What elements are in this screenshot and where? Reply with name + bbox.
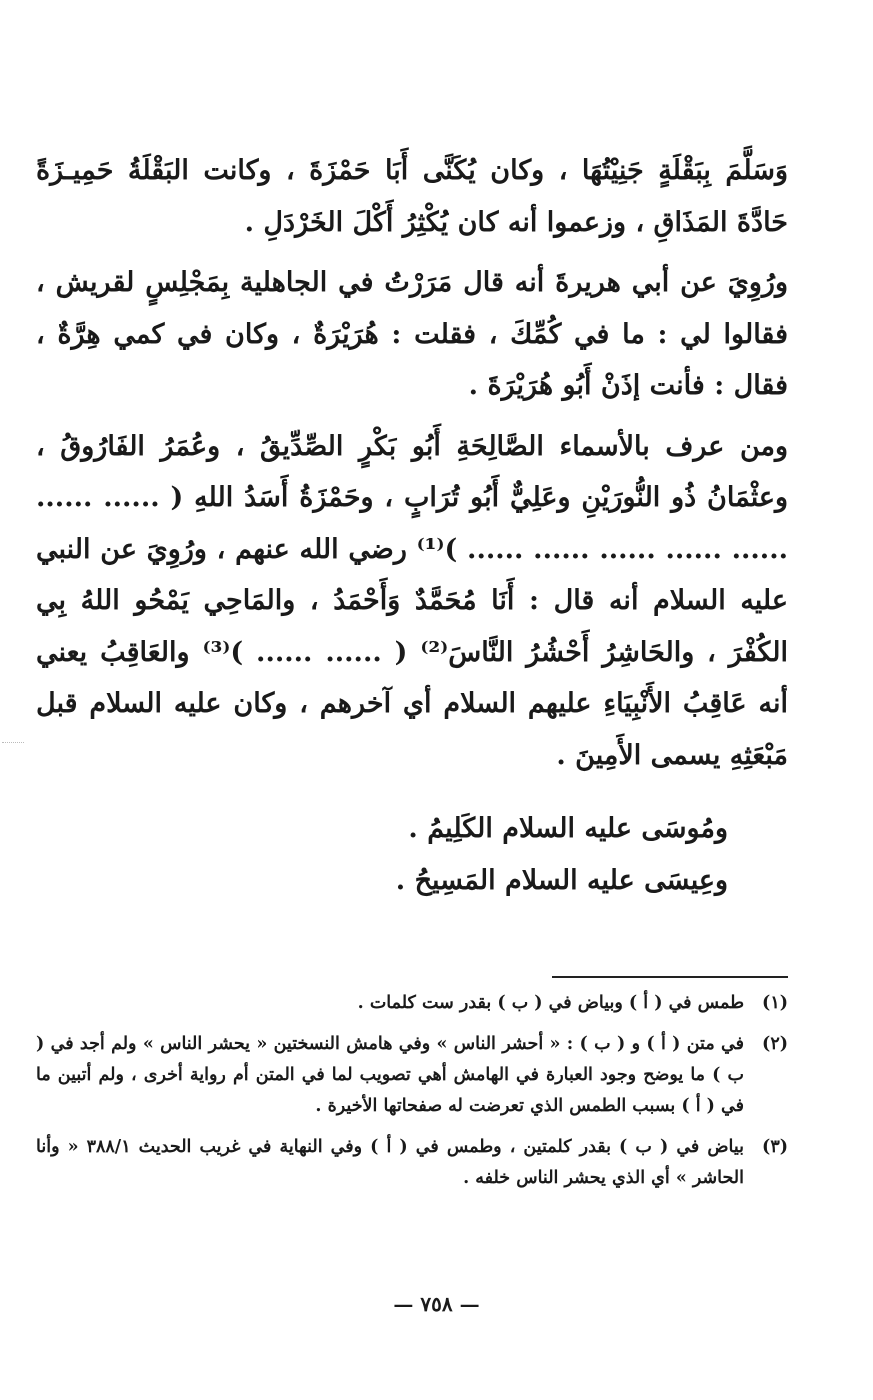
footnote-text: في متن ( أ ) و ( ب ) : « أحشر الناس » وفي هامش النسختين « يحشر الناس » ولم أجد في ( ب ) ما يوضح وجود العبارة في الهامش أهي تصويب لما في المتن أم رواية أخرى ، ولم أتبين ما في ( أ ) بسبب الطمس الذي تعرضت له صفحاتها الأخيرة . <box>36 1034 744 1116</box>
paragraph-1: وَسَلَّمَ بِبَقْلَةٍ جَنِيْتُهَا ، وكان يُكَنَّى أَبَا حَمْزَةَ ، وكانت البَقْلَةُ حَمِيـزَةً حَادَّةَ المَذَاقِ ، وزعموا أنه كان يُكْثِرُ أَكْلَ الخَرْدَلِ . <box>36 155 788 238</box>
footnote-text: طمس في ( أ ) وبياض في ( ب ) بقدر ست كلمات . <box>357 993 744 1013</box>
page-number: — ٧٥٨ — <box>393 1292 480 1316</box>
footnote-1 <box>36 988 788 1019</box>
footnotes <box>36 988 788 1204</box>
footnote-number: (١) <box>762 993 788 1013</box>
footnote-number: (٣) <box>762 1137 788 1157</box>
footnote-number: (٢) <box>762 1034 788 1054</box>
footnote-separator <box>552 976 788 978</box>
verse-line-2: وعِيسَى عليه السلام المَسِيحُ . <box>395 864 728 896</box>
paragraph-2: ورُوِيَ عن أبي هريرةَ أنه قال مَرَرْتُ في الجاهلية بِمَجْلِسٍ لقريش ، فقالوا لي : ما في كُمِّكَ ، فقلت : هُرَيْرَةٌ ، وكان في كمي هِرَّةٌ ، فقال : فأنت إذَنْ أَبُو هُرَيْرَةَ . <box>36 267 788 401</box>
footnote-text: بياض في ( ب ) بقدر كلمتين ، وطمس في ( أ ) وفي النهاية في غريب الحديث ٣٨٨/١ « وأنا الحاشر » أي الذي يحشر الناس خلفه . <box>36 1137 744 1188</box>
verse-line-1: ومُوسَى عليه السلام الكَلِيمُ . <box>408 813 728 844</box>
paragraph-3: ومن عرف بالأسماء الصَّالِحَةِ أَبُو بَكْرٍ الصِّدِّيقُ ، وعُمَرُ الفَارُوقُ ، وعثْمَانُ ذُو النُّورَيْنِ وعَلِيٌّ أَبُو تُرَابٍ ، وحَمْزَةُ أَسَدُ اللهِ ( ...... ...... ...... ...... ...... ...... ...... )⁽¹⁾ رضي الله عنهم ، ورُوِيَ عن النبي عليه السلام أنه قال : أَنَا مُحَمَّدٌ وَأَحْمَدُ ، والمَاحِي يَمْحُو اللهُ بِي الكُفْرَ ، والحَاشِرُ أَحْشُرُ النَّاسَ⁽²⁾ ( ...... ...... )⁽³⁾ والعَاقِبُ يعني أنه عَاقِبُ الأَنْبِيَاءِ عليهم السلام أي آخرهم ، وكان عليه السلام قبل مَبْعَثِهِ يسمى الأَمِينَ . <box>36 430 788 771</box>
margin-dots <box>2 742 24 743</box>
footnote-2 <box>36 1029 788 1122</box>
footnote-3 <box>36 1132 788 1194</box>
main-text <box>36 145 788 906</box>
